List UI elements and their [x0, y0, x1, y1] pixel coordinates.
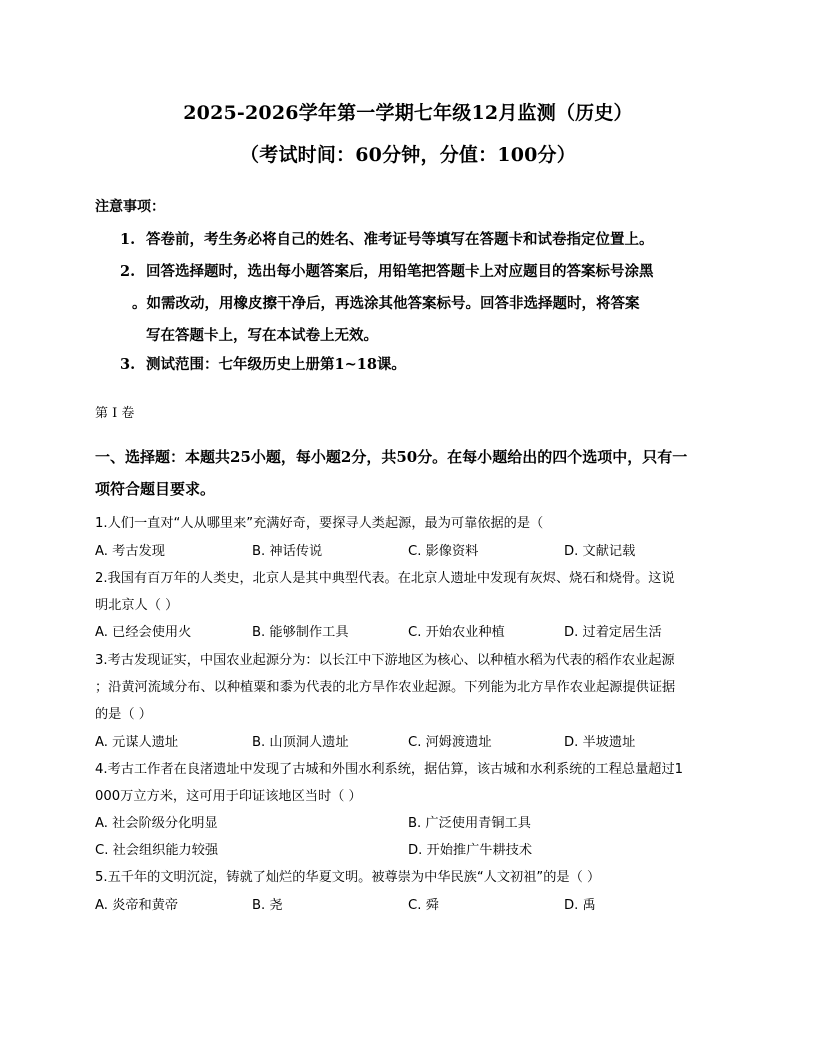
notice-item-text: 写在答题卡上，写在本试卷上无效。	[146, 327, 378, 344]
q2-option-a: A. 已经会使用火	[95, 625, 192, 640]
q2-option-b: B. 能够制作工具	[252, 625, 349, 640]
notice-item-text: 答卷前，考生务必将自己的姓名、准考证号等填写在答题卡和试卷指定位置上。	[146, 231, 654, 248]
section-heading-line-2: 项符合题目要求。	[95, 480, 216, 498]
question-5-text: 5.五千年的文明沉淀，铸就了灿烂的华夏文明。被尊崇为中华民族“人文初祖”的是（ ）	[95, 870, 601, 885]
q1-option-d: D. 文献记载	[564, 544, 636, 559]
q2-option-d: D. 过着定居生活	[564, 625, 662, 640]
q3-option-d: D. 半坡遗址	[564, 735, 636, 750]
notice-item-text: 。如需改动，用橡皮擦干净后，再选涂其他答案标号。回答非选择题时，将答案	[132, 295, 640, 312]
question-1-text: 1.人们一直对“人从哪里来”充满好奇，要探寻人类起源，最为可靠依据的是（	[95, 516, 544, 531]
volume-label: 第 I 卷	[95, 406, 135, 421]
q4-option-b: B. 广泛使用青铜工具	[408, 816, 531, 831]
q5-option-b: B. 尧	[252, 898, 283, 913]
question-4-text-line-2: 000万立方米，这可用于印证该地区当时（ ）	[95, 789, 362, 804]
question-3-text-line-1: 3.考古发现证实，中国农业起源分为：以长江中下游地区为核心、以种植水稻为代表的稻作农业起源	[95, 653, 675, 668]
notice-heading: 注意事项：	[95, 199, 165, 215]
q5-option-a: A. 炎帝和黄帝	[95, 898, 179, 913]
notice-item-text: 回答选择题时，选出每小题答案后，用铅笔把答题卡上对应题目的答案标号涂黑	[146, 263, 654, 280]
q1-option-c: C. 影像资料	[408, 544, 479, 559]
q3-option-a: A. 元谋人遗址	[95, 735, 179, 750]
notice-item-number: 3.	[120, 356, 136, 373]
q1-option-b: B. 神话传说	[252, 544, 323, 559]
q1-option-a: A. 考古发现	[95, 544, 165, 559]
question-3-text-line-3: 的是（ ）	[95, 707, 152, 722]
q4-option-c: C. 社会组织能力较强	[95, 843, 219, 858]
q4-option-a: A. 社会阶级分化明显	[95, 816, 218, 831]
q4-option-d: D. 开始推广牛耕技术	[408, 843, 533, 858]
question-3-text-line-2: ；沿黄河流域分布、以种植粟和黍为代表的北方旱作农业起源。下列能为北方旱作农业起源提供证据	[95, 680, 676, 695]
question-4-text-line-1: 4.考古工作者在良渚遗址中发现了古城和外围水利系统，据估算，该古城和水利系统的工程总量超过1	[95, 762, 684, 777]
q2-option-c: C. 开始农业种植	[408, 625, 505, 640]
q5-option-d: D. 禹	[564, 898, 596, 913]
q3-option-b: B. 山顶洞人遗址	[252, 735, 349, 750]
exam-subtitle: （考试时间：60分钟，分值：100分）	[240, 144, 576, 166]
notice-item-number: 1.	[120, 231, 136, 248]
q3-option-c: C. 河姆渡遗址	[408, 735, 492, 750]
question-2-text-line-2: 明北京人（ ）	[95, 598, 179, 613]
notice-item-number: 2.	[120, 263, 136, 280]
exam-title: 2025-2026学年第一学期七年级12月监测（历史）	[183, 102, 633, 124]
notice-item-text: 测试范围：七年级历史上册第1~18课。	[146, 356, 406, 373]
q5-option-c: C. 舜	[408, 898, 439, 913]
question-2-text-line-1: 2.我国有百万年的人类史，北京人是其中典型代表。在北京人遗址中发现有灰烬、烧石和烧骨。这说	[95, 571, 675, 586]
section-heading-line-1: 一、选择题：本题共25小题，每小题2分，共50分。在每小题给出的四个选项中，只有一	[95, 448, 688, 466]
